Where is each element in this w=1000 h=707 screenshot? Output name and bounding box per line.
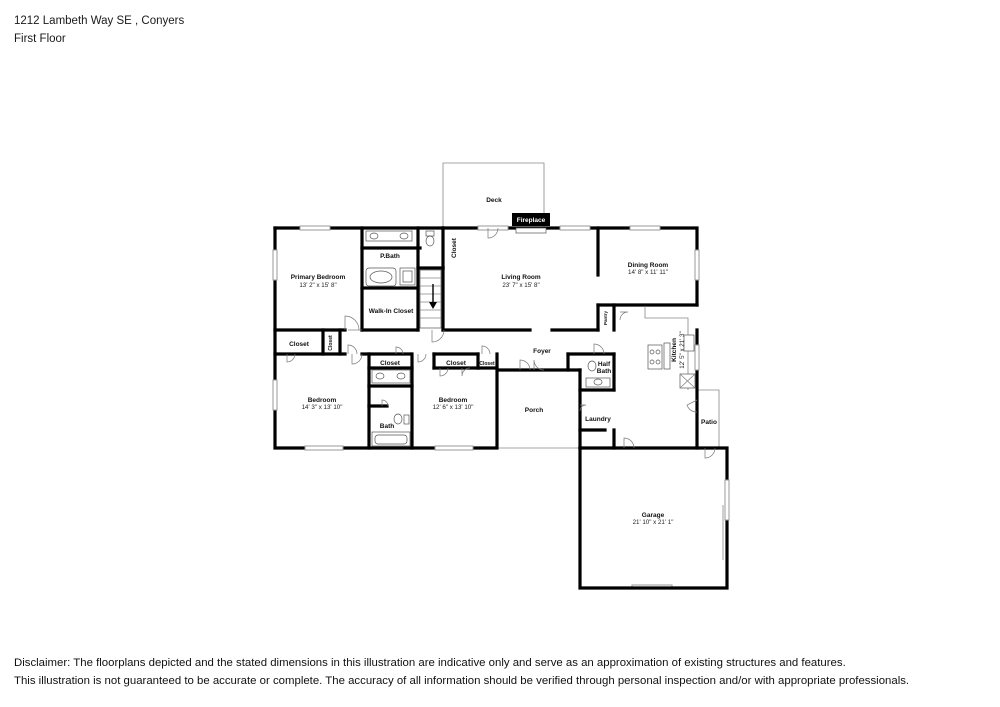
foyer-label: Foyer [533,348,551,355]
closet-mid-label: Closet [380,360,400,367]
walk-in-closet-label: Walk-In Closet [368,308,414,315]
patio-label: Patio [701,419,717,426]
dining-room-dimensions: 14' 8" x 11' 11" [628,269,668,276]
floor-name: First Floor [14,33,66,45]
half-bath-label-line2: Bath [596,368,612,375]
closet-right-label: Closet [446,360,466,367]
bedroom-2-label: Bedroom [438,397,468,404]
living-room-dimensions: 23' 7" x 15' 8" [502,282,540,289]
disclaimer-line-1: Disclaimer: The floorplans depicted and the stated dimensions in this illustration are indicative only and serve as an approximation of existing structures and features. [14,657,846,669]
kitchen-dimensions: 12' 5" x 21' 3" [679,331,686,369]
living-room-label: Living Room [501,274,541,281]
closet-left-label: Closet [289,341,309,348]
bedroom-1-label: Bedroom [307,397,337,404]
disclaimer-line-2: This illustration is not guaranteed to be accurate or complete. The accuracy of all information should be verified through personal inspection and/or with appropriate professionals. [14,675,910,687]
porch-label: Porch [524,407,544,414]
primary-bedroom-dimensions: 13' 2" x 15' 8" [299,282,337,289]
bath-label: Bath [379,423,395,430]
deck-label: Deck [486,197,502,204]
garage-label: Garage [641,512,665,519]
bedroom-1-dimensions: 14' 3" x 13' 10" [301,404,343,411]
laundry-label: Laundry [585,416,611,423]
dining-room-label: Dining Room [627,262,669,269]
closet-small-label: Closet [328,335,334,351]
garage-dimensions: 21' 10" x 21' 1" [632,519,674,526]
p-bath-label: P.Bath [380,253,400,260]
property-address: 1212 Lambeth Way SE , Conyers [14,15,185,27]
kitchen-label: Kitchen [671,338,678,362]
primary-bedroom-label: Primary Bedroom [290,274,346,281]
closet-upper-label: Closet [451,238,458,258]
half-bath-label-line1: Half [597,361,611,368]
bedroom-2-dimensions: 12' 6" x 13' 10" [432,404,474,411]
pantry-label: Pantry [603,310,608,326]
fireplace-label: Fireplace [516,217,546,224]
walls [275,228,727,588]
closet-tiny-label: Closet [479,361,495,367]
